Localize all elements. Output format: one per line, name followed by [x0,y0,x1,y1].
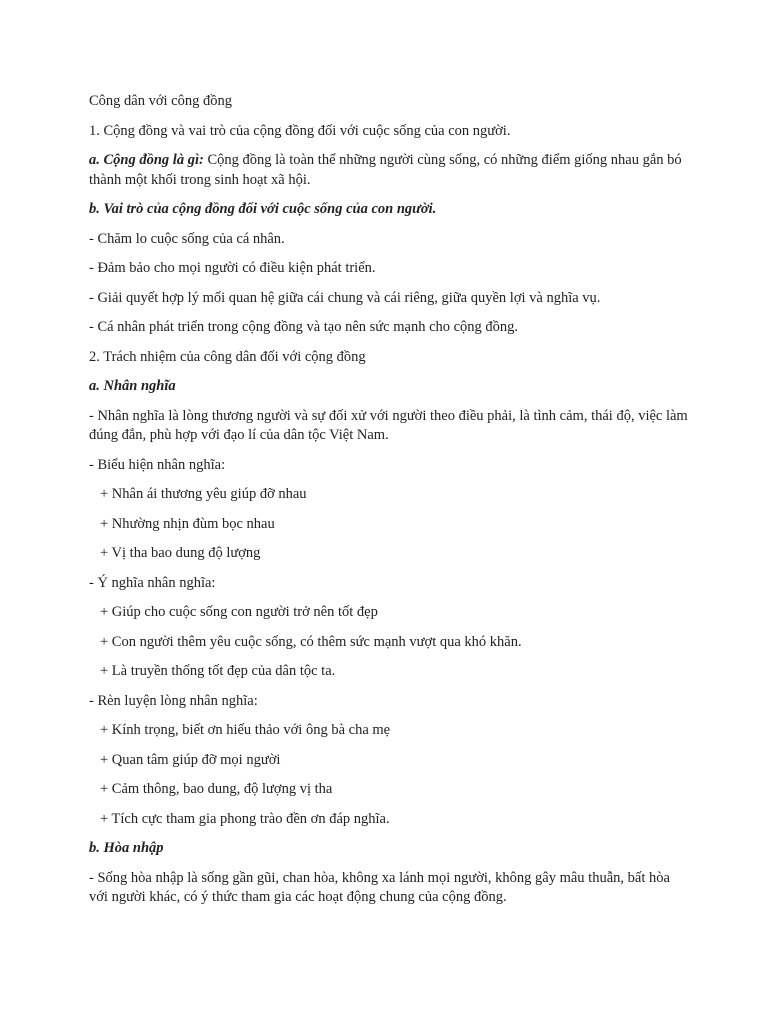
section-2-heading: 2. Trách nhiệm của công dân đối với cộng đồng [89,348,366,365]
list-item: - Chăm lo cuộc sống của cá nhân. [89,230,285,247]
section-1a-paragraph [89,151,689,190]
section-2a-definition: - Nhân nghĩa là lòng thương người và sự đối xử với người theo điều phải, là tình cảm, thái độ, việc làm đúng đắn, phù hợp với đạo lí của dân tộc Việt Nam. [89,407,688,443]
list-item: + Quan tâm giúp đỡ mọi người [100,751,281,768]
section-1a-text: Cộng đồng là toàn thể những người cùng sống, có những điểm giống nhau gắn bó thành một khối trong sinh hoạt xã hội. [89,152,682,188]
ren-luyen-label: - Rèn luyện lòng nhân nghĩa: [89,692,258,709]
list-item: + Tích cực tham gia phong trào đền ơn đáp nghĩa. [100,810,390,827]
document-body [89,92,689,918]
list-item: + Giúp cho cuộc sống con người trở nên tốt đẹp [100,604,378,620]
section-1b-heading: b. Vai trò của cộng đồng đối với cuộc sống của con người. [89,201,437,217]
list-item: + Con người thêm yêu cuộc sống, có thêm sức mạnh vượt qua khó khăn. [100,633,522,650]
list-item: + Nhường nhịn đùm bọc nhau [100,515,275,532]
list-item: + Kính trọng, biết ơn hiếu thảo với ông bà cha mẹ [100,722,391,738]
list-item: + Vị tha bao dung độ lượng [100,545,261,561]
list-item: + Cảm thông, bao dung, độ lượng vị tha [100,781,333,797]
section-1-heading: 1. Cộng đồng và vai trò của cộng đồng đối với cuộc sống của con người. [89,122,511,139]
y-nghia-label: - Ý nghĩa nhân nghĩa: [89,574,216,591]
section-2b-heading: b. Hòa nhập [89,840,164,856]
list-item: + Nhân ái thương yêu giúp đỡ nhau [100,486,307,502]
section-2a-heading: a. Nhân nghĩa [89,378,176,394]
bieu-hien-label: - Biểu hiện nhân nghĩa: [89,456,226,473]
section-2b-definition: - Sống hòa nhập là sống gần gũi, chan hòa, không xa lánh mọi người, không gây mâu thuẫn, bất hòa với người khác, có ý thức tham gia các hoạt động chung của cộng đồng. [89,869,670,905]
section-1a-label: a. Cộng đồng là gì: [89,152,204,168]
list-item: - Cá nhân phát triển trong cộng đồng và tạo nên sức mạnh cho cộng đồng. [89,319,519,335]
list-item: - Đảm bảo cho mọi người có điều kiện phát triển. [89,260,376,276]
list-item: - Giải quyết hợp lý mối quan hệ giữa cái chung và cái riêng, giữa quyền lợi và nghĩa vụ. [89,289,601,306]
document-title: Công dân với công đồng [89,93,232,109]
list-item: + Là truyền thống tốt đẹp của dân tộc ta. [100,663,336,679]
